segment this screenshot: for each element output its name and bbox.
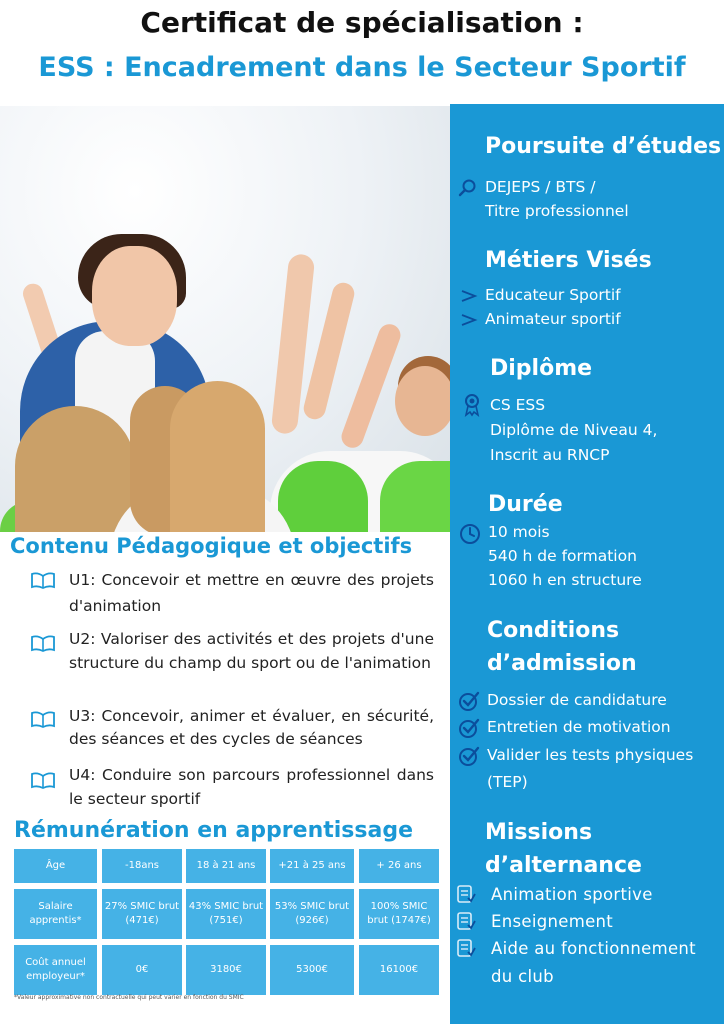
poursuite-line-2: Titre professionnel <box>485 202 629 220</box>
table-header-cell: + 26 ans <box>359 849 439 883</box>
table-cell: 27% SMIC brut (471€) <box>102 889 182 939</box>
chevron-right-icon <box>460 289 478 303</box>
metiers-item-1: Educateur Sportif <box>485 286 621 304</box>
unit-u3: U3: Concevoir, animer et évaluer, en sécurité, des séances et des cycles de séances <box>69 707 434 748</box>
check-circle-icon <box>458 745 480 767</box>
unit-u1: U1: Concevoir et mettre en œuvre des projets d'animation <box>69 571 434 615</box>
diplome-line-1: CS ESS <box>490 396 546 414</box>
contenu-heading: Contenu Pédagogique et objectifs <box>10 534 413 558</box>
diplome-heading: Diplôme <box>490 356 593 381</box>
diplome-line-3: Inscrit au RNCP <box>490 446 610 464</box>
table-cell: 3180€ <box>186 945 266 995</box>
checklist-icon <box>456 884 476 904</box>
conditions-item-1: Dossier de candidature <box>487 691 667 709</box>
conditions-item-4: (TEP) <box>487 773 528 791</box>
duree-line-1: 10 mois <box>488 523 550 541</box>
table-cell: 53% SMIC brut (926€) <box>270 889 354 939</box>
table-cell: 0€ <box>102 945 182 995</box>
duree-heading: Durée <box>488 492 563 517</box>
table-header-cell: 18 à 21 ans <box>186 849 266 883</box>
table-row-label: Coût annuel employeur* <box>14 945 97 995</box>
table-cell: 5300€ <box>270 945 354 995</box>
unit-u4: U4: Conduire son parcours professionnel dans le secteur sportif <box>69 766 434 808</box>
clock-icon <box>459 523 481 545</box>
conditions-heading-1: Conditions <box>487 618 620 643</box>
open-book-icon <box>30 772 56 790</box>
search-icon <box>458 178 478 198</box>
table-header-cell: -18ans <box>102 849 182 883</box>
checklist-icon <box>456 911 476 931</box>
table-cell: 16100€ <box>359 945 439 995</box>
open-book-icon <box>30 635 56 653</box>
table-cell: 100% SMIC brut (1747€) <box>359 889 439 939</box>
page-subtitle: ESS : Encadrement dans le Secteur Sportif <box>38 52 686 83</box>
remuneration-heading: Rémunération en apprentissage <box>14 818 413 843</box>
metiers-heading: Métiers Visés <box>485 248 652 273</box>
missions-item-2: Enseignement <box>491 912 614 931</box>
open-book-icon <box>30 572 56 590</box>
missions-item-4: du club <box>491 967 554 986</box>
hero-photo <box>0 106 450 532</box>
conditions-heading-2: d’admission <box>487 651 637 676</box>
metiers-item-2: Animateur sportif <box>485 310 621 328</box>
conditions-item-3: Valider les tests physiques <box>487 746 694 764</box>
chevron-right-icon <box>460 313 478 327</box>
table-cell: 43% SMIC brut (751€) <box>186 889 266 939</box>
missions-item-1: Animation sportive <box>491 885 653 904</box>
duree-line-3: 1060 h en structure <box>488 571 642 589</box>
missions-heading-1: Missions <box>485 820 593 845</box>
table-footnote: *Valeur approximative non contractuelle qui peut varier en fonction du SMIC <box>14 994 244 1001</box>
table-header-cell: +21 à 25 ans <box>270 849 354 883</box>
missions-heading-2: d’alternance <box>485 853 642 878</box>
table-header-cell: Âge <box>14 849 97 883</box>
check-circle-icon <box>458 690 480 712</box>
conditions-item-2: Entretien de motivation <box>487 718 671 736</box>
award-ribbon-icon <box>462 393 482 417</box>
poursuite-heading: Poursuite d’études <box>485 134 722 159</box>
table-row-label: Salaire apprentis* <box>14 889 97 939</box>
missions-item-3: Aide au fonctionnement <box>491 939 696 958</box>
check-circle-icon <box>458 717 480 739</box>
poursuite-line-1: DEJEPS / BTS / <box>485 178 596 196</box>
duree-line-2: 540 h de formation <box>488 547 637 565</box>
diplome-line-2: Diplôme de Niveau 4, <box>490 421 658 439</box>
page-title: Certificat de spécialisation : <box>140 6 584 39</box>
unit-u2: U2: Valoriser des activités et des projets d'une structure du champ du sport ou de l'animation <box>69 630 434 672</box>
open-book-icon <box>30 711 56 729</box>
checklist-icon <box>456 938 476 958</box>
